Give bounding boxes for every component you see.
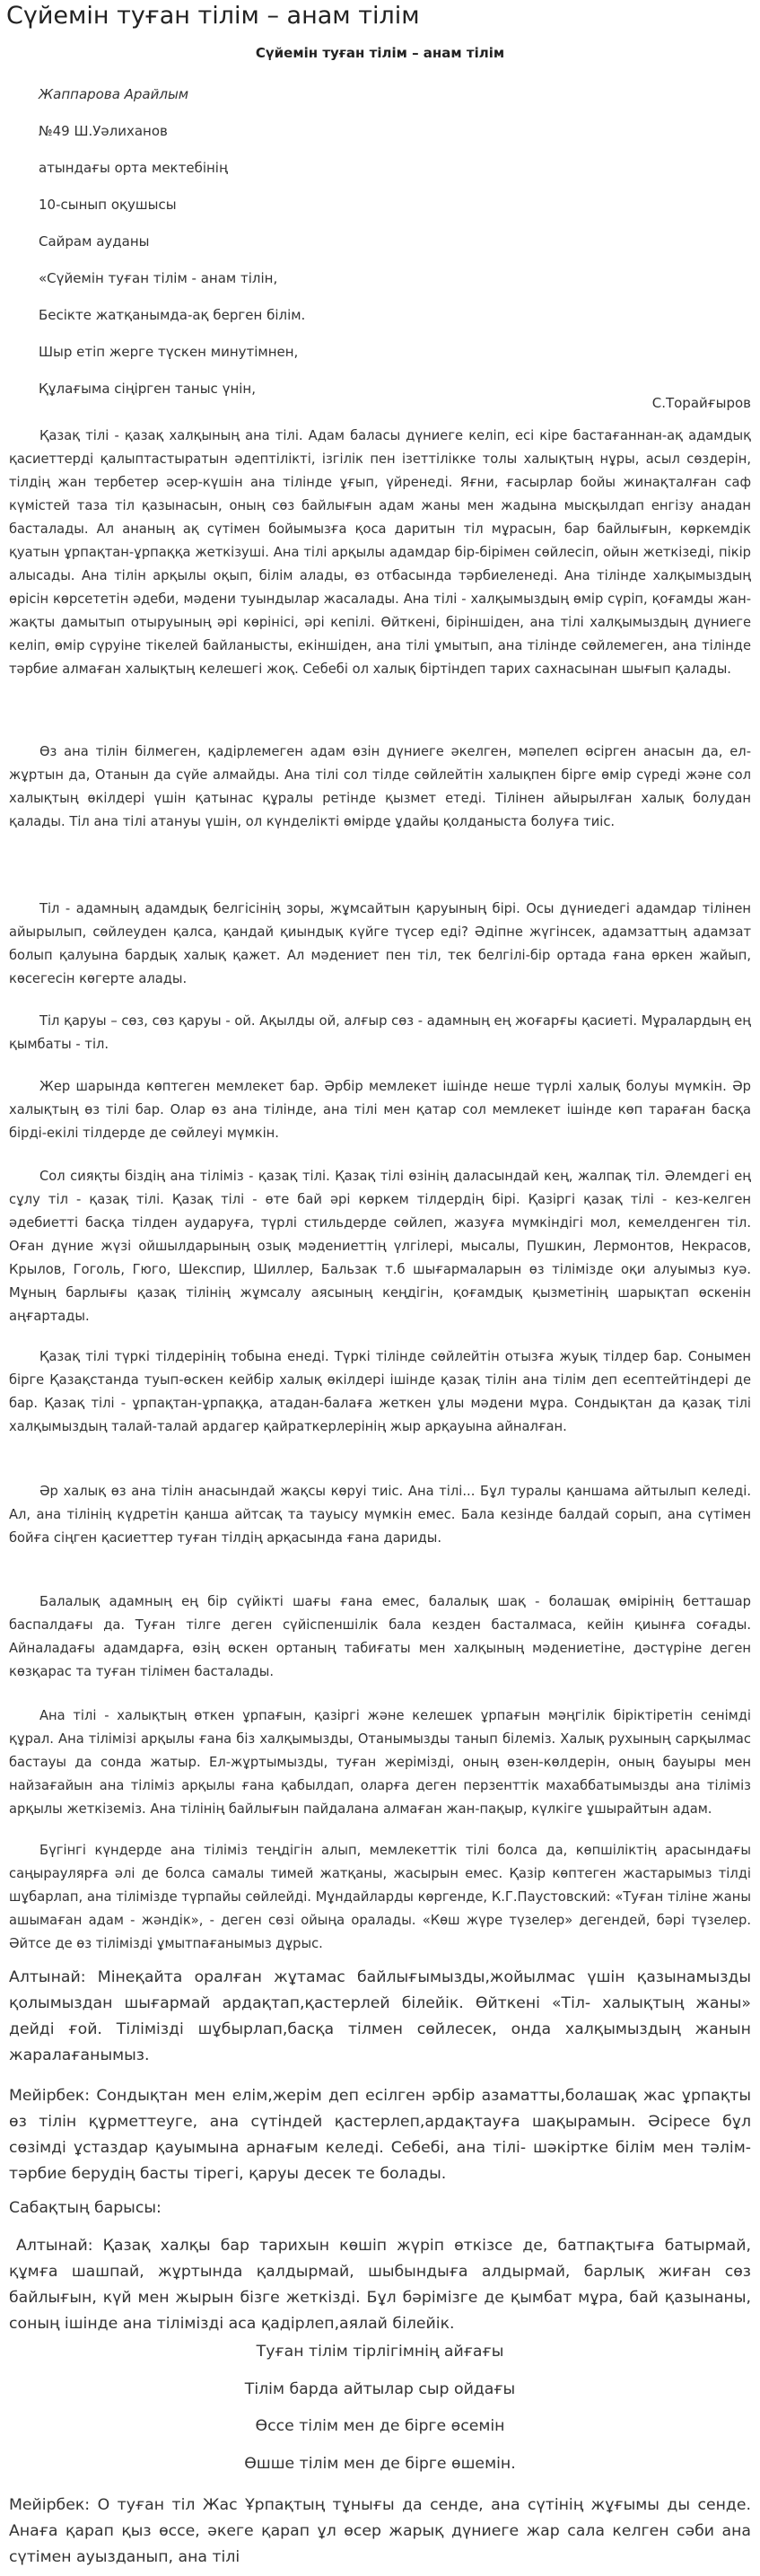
lesson-heading: Сабақтың барысы: — [9, 2199, 162, 2217]
body-paragraph: Әр халық өз ана тілін анасындай жақсы көруі тиіс. Ана тілі... Бұл туралы қаншама айтылып келеді. Ал, ана тілінің күдретін қанша айтсақ та тауысу мүмкін емес. Бала кезінде балдай сорып, ана сүтімен бойға сіңген қасиеттер туған тілдің арқасында ғана дариды. — [9, 1484, 751, 1546]
dialogue-line — [9, 2493, 751, 2571]
speaker-label: Алтынай: — [16, 2237, 93, 2255]
body-paragraph: Қазақ тілі түркі тілдерінің тобына енеді. Түркі тілінде сөйлейтін отызға жуық тілдер бар. Сонымен бірге Қазақстанда туып-өскен кейбір халық өкілдері ішінде қазақ тілін ана тілім деп есептейтіндері де бар. Қазақ тілі - ұрпақтан-ұрпаққа, атадан-балаға жеткен ұлы мәдени мұра. Сондықтан да қазақ тілі халқымыздың талай-талай ардагер қайраткерлерінің жыр арқауына айналған. — [9, 1349, 751, 1434]
document-heading: Сүйемін туған тілім – анам тілім — [255, 45, 505, 61]
district-line: Сайрам ауданы — [39, 233, 150, 250]
school-line: №49 Ш.Уәлиханов — [39, 123, 168, 139]
poem-line: Тілім барда айтылар сыр ойдағы — [244, 2380, 516, 2398]
grade-line: 10-сынып оқушысы — [39, 197, 177, 213]
speaker-label: Мейірбек: — [9, 2496, 91, 2514]
body-paragraph: Балалық адамның ең бір сүйікті шағы ғана емес, балалық шақ - болашақ өмірінің бетташар баспалдағы да. Туған тілге деген сүйіспеншілік бала кезден басталмаса, кейін қиынға соғады. Айналадағы адамдарға, өзің өскен ортаның табиғаты мен халқының мәдениетіне, дәстүріне деген көзқарас та туған тілімен басталады. — [9, 1594, 751, 1679]
body-paragraph: Тіл - адамның адамдық белгісінің зоры, жұмсайтын қаруының бірі. Осы дүниедегі адамдар тілінен айырылып, сөйлеуден қалса, қандай қиындық күйге түсер еді? Әдіпне жүгінсек, адамзаттың адамзат болып қалуына бардық халық қажет. Ал мәдениет пен тіл, тек белгілі-бір ортада ғана өркен жайып, көсегесін көгерте алады. — [9, 901, 751, 986]
dialogue-text: О туған тіл Жас Ұрпақтың тұнығы да сенде, ана сүтінің жұғымы ды сенде. Анаға қарап қыз өссе, әкеге қарап ұл өсер жарық дүниеге жар сала келген сәби ана сүтімен ауызданып, ана тілі — [9, 2496, 751, 2566]
epigraph-line: Құлағыма сіңірген таныс үнін, — [39, 381, 256, 397]
body-paragraph: Тіл қаруы – сөз, сөз қаруы - ой. Ақылды ой, алғыр сөз - адамның ең жоғарғы қасиеті. Мұралардың ең қымбаты - тіл. — [9, 1013, 751, 1052]
poem-line: Өшше тілім мен де бірге өшемін. — [244, 2455, 516, 2473]
speaker-label: Алтынай: — [9, 1968, 86, 1986]
body-paragraph: Жер шарында көптеген мемлекет бар. Әрбір мемлекет ішінде неше түрлі халық болуы мүмкін. Әр халықтың өз тілі бар. Олар өз ана тілінде, ана тілі мен қатар сол мемлекет ішінде көп тараған басқа бірді-екілі тілдерде де сөйлеуі мүмкін. — [9, 1079, 751, 1141]
body-paragraph: Сол сияқты біздің ана тіліміз - қазақ тілі. Қазақ тілі өзінің даласындай кең, жалпақ тіл. Әлемдегі ең сұлу тіл - қазақ тілі. Қазақ тілі - өте бай әрі көркем тілдердің бірі. Қазіргі қазақ тілі - кез-келген әдебиетті басқа тілден аударуға, түрлі стильдерде сөйлеп, жазуға мүмкіндігі мол, кемелденген тіл. Оған дүние жүзі ойшылдарының озық мәдениеттің үлгілері, мысалы, Пушкин, Лермонтов, Некрасов, Крылов, Гоголь, Гюго, Шекспир, Шиллер, Бальзак т.б шығармаларын өз тілімізде оқи алуымыз куә. Мұның барлығы қазақ тілінің жұмсалу аясының кеңдігін, қоғамдық қызметінің шарықтап өскенін аңғартады. — [9, 1169, 751, 1324]
page-title: Сүйемін туған тілім – анам тілім — [6, 2, 420, 30]
epigraph-line: «Сүйемін туған тілім - анам тілін, — [39, 270, 278, 286]
epigraph-attribution: С.Торайғыров — [651, 395, 751, 411]
poem-line: Өссе тілім мен де бірге өсемін — [255, 2417, 505, 2435]
dialogue-line — [9, 2083, 751, 2187]
speaker-label: Мейірбек: — [9, 2087, 91, 2105]
epigraph-line: Бесікте жатқанымда-ақ берген білім. — [39, 307, 306, 323]
poem-line: Туған тілім тірлігімнің айғағы — [256, 2343, 504, 2361]
dialogue-line — [9, 1965, 751, 2069]
body-paragraph: Бүгінгі күндерде ана тіліміз теңдігін алып, мемлекеттік тілі болса да, көпшіліктің арасындағы саңыраулярға әлі де болса самалы тимей жатқаны, жасырын емес. Қазір көптеген жастарымыз тілді шұбарлап, ана тілімізде түрпайы сөйлейді. Мұндайларды көргенде, К.Г.Паустовский: «Туған тіліне жаны ашымаған адам - жәндік», - деген сөзі ойыңа оралады. «Көш жүре түзелер» дегендей, бәрі түзелер. Әйтсе де өз тілімізді ұмытпағанымыз дұрыс. — [9, 1843, 751, 1951]
epigraph-line: Шыр етіп жерге түскен минутімнен, — [39, 344, 299, 360]
dialogue-line — [9, 2233, 751, 2337]
body-paragraph: Қазақ тілі - қазақ халқының ана тілі. Адам баласы дүниеге келіп, есі кіре бастағаннан-ақ адамдық қасиеттерді қалыптастыратын әдептілікті, ізгілік пен ізеттілікке толы халықтың нұры, асыл сөздерін, тілдің жан тербетер әсер-күшін ана тілінде ұғып, үйренеді. Яғни, ғасырлар бойы жинақталған саф күмістей таза тіл қазынасын, оның сөз байлығын адам жаны мен жадына мысқылдап енгізу анадан басталады. Ал ананың ақ сүтімен бойымызға қоса даритын тіл мұрасын, бар байлығын, көркемдік қуатын ұрпақтан-ұрпаққа жеткізуші. Ана тілі арқылы адамдар бір-бірімен сөйлесіп, ойын жеткізеді, пікір алысады. Ана тілін арқылы оқып, білім алады, өз отбасында тәрбиеленеді. Ана тілінде халқымыздың өрісін көрсететін әдеби, мәдени туындылар жасалады. Ана тілі - халқымыздың өмір сүріп, қоғамды жан-жақты дамытып отыруының әрі көрінісі, әрі кепілі. Өйткені, біріншіден, ана тілі халқымыздың дүниеге келіп, өмір сүруіне тікелей байланысты, екіншіден, ана тілі ұмытып, ана тілінде сөйлемеген, ана тілінде тәрбие алмаған халықтың келешегі жоқ. Себебі ол халық біртіндеп тарих сахнасынан шығып қалады. — [9, 428, 751, 677]
dialogue-text: Сондықтан мен елім,жерім деп есілген әрбір азаматты,болашақ жас ұрпақты өз тілін құрметтеуге, ана сүтіндей қастерлеп,ардақтауға шақырамын. Әсіресе бұл сөзімді ұстаздар қауымына арнағым келеді. Себебі, ана тілі- шәкіртке білім мен тәлім-тәрбие берудің басты тірегі, қаруы десек те болады. — [9, 2087, 751, 2183]
body-paragraph: Ана тілі - халықтың өткен ұрпағын, қазіргі және келешек ұрпағын мәңгілік біріктіретін сенімді құрал. Ана тілімізі арқылы ғана біз халқымызды, Отанымызды танып білеміз. Халық рухының сарқылмас бастауы да сонда жатыр. Ел-жұртымызды, туған жерімізді, оның өзен-көлдерін, оның бауыры мен найзағайын ана тіліміз арқылы ғана қабылдап, оларға деген перзенттік махаббатымызды ана тіліміз арқылы жеткіземіз. Ана тілінің байлығын пайдалана алмаған жан-пақыр, күлкіге ұшырайтын адам. — [9, 1708, 751, 1817]
body-paragraph: Өз ана тілін білмеген, қадірлемеген адам өзін дүниеге әкелген, мәпелеп өсірген анасын да, ел-жұртын да, Отанын да сүйе алмайды. Ана тілі сол тілде сөйлейтін халықпен бірге өмір сүреді және сол халықтың өкілдері үшін қатынас құралы ретінде қызмет етеді. Тілінен айырылған халық болудан қалады. Тіл ана тілі атануы үшін, ол күнделікті өмірде ұдайы қолданыста болуға тиіс. — [9, 744, 751, 829]
author-name: Жаппарова Арайлым — [39, 86, 189, 102]
school-line: атындағы орта мектебінің — [39, 160, 228, 176]
dialogue-text: Мінеқайта оралған жұтамас байлығымызды,жойылмас үшін қазынамызды қолымыздан шығармай ардақтап,қастерлей білейік. Өйткені «Тіл- халықтың жаны» дейді ғой. Тілімізді шұбырлап,басқа тілмен сөйлесек, онда халқымыздың жанын жаралағанымыз. — [9, 1968, 751, 2064]
dialogue-text: Қазақ халқы бар тарихын көшіп жүріп өткізсе де, батпақтыға батырмай, құмға шашпай, жұртында қалдырмай, шыбындыға алдырмай, барлық жиған сөз байлығын, күй мен жырын бізге жеткізді. Бұл бәрімізге де қымбат мұра, бай қазынаны, соның ішінде ана тілімізді аса қадірлеп,аялай білейік. — [9, 2237, 751, 2333]
